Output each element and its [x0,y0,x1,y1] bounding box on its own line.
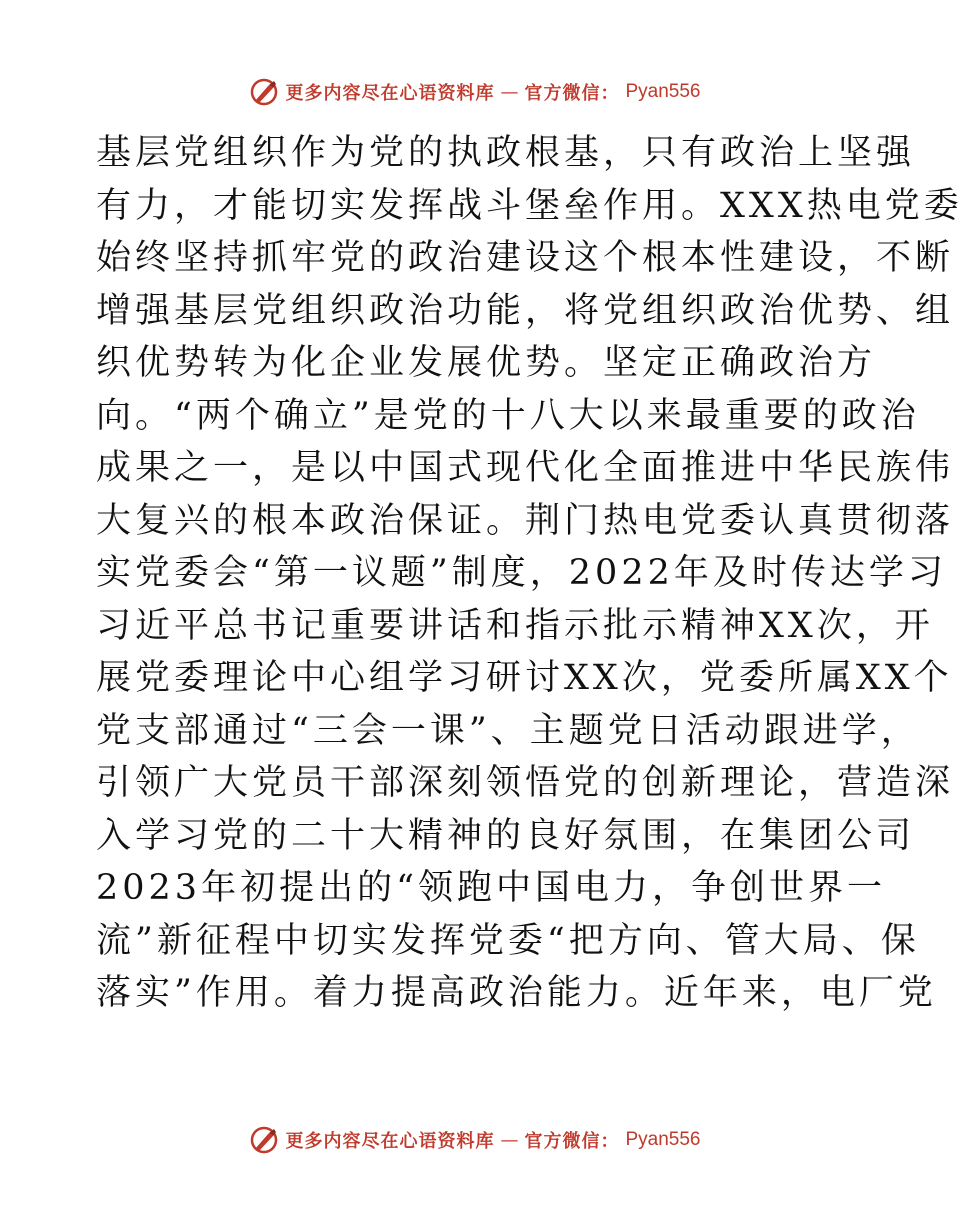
body-line: 有力，才能切实发挥战斗堡垒作用。XXX热电党委 [96,185,963,226]
body-line: 展党委理论中心组学习研讨XX次，党委所属XX个 [96,658,953,698]
pen-nib-logo-icon [249,77,279,107]
body-line: 习近平总书记重要讲话和指示批示精神XX次，开 [96,605,934,646]
document-body [96,127,963,1020]
header-banner [0,72,950,112]
wechat-id: Pyan556 [625,1129,701,1150]
banner-separator: — [500,1129,519,1151]
body-line: 流”新征程中切实发挥党委“把方向、管大局、保 [96,920,920,961]
body-line: 引领广大党员干部深刻领悟党的创新理论，营造深 [96,763,955,803]
wechat-label: 官方微信： [524,1131,620,1152]
body-line: 向。“两个确立”是党的十八大以来最重要的政治 [96,395,920,436]
body-line: 织优势转为化企业发展优势。坚定正确政治方 [96,343,877,383]
wechat-label: 官方微信： [524,83,620,104]
banner-separator: — [500,81,519,103]
body-line: 始终坚持抓牢党的政治建设这个根本性建设，不断 [96,238,955,278]
body-line: 落实”作用。着力提高政治能力。近年来，电厂党 [96,973,937,1013]
banner-text: 更多内容尽在心语资料库 [285,1131,495,1152]
banner-text: 更多内容尽在心语资料库 [285,83,495,104]
body-line: 成果之一，是以中国式现代化全面推进中华民族伟 [96,448,955,488]
body-line: 基层党组织作为党的执政根基，只有政治上坚强 [96,133,916,173]
body-line: 入学习党的二十大精神的良好氛围，在集团公司 [96,815,916,856]
body-line: 大复兴的根本政治保证。荆门热电党委认真贯彻落 [96,500,955,541]
body-line: 2023年初提出的“领跑中国电力，争创世界一 [96,868,886,908]
pen-nib-logo-icon [249,1125,279,1155]
footer-banner [0,1120,950,1160]
wechat-id: Pyan556 [625,81,701,102]
body-line: 实党委会“第一议题”制度，2022年及时传达学习 [96,553,947,593]
body-line: 增强基层党组织政治功能，将党组织政治优势、组 [96,290,955,331]
body-line: 党支部通过“三会一课”、主题党日活动跟进学， [96,710,920,751]
